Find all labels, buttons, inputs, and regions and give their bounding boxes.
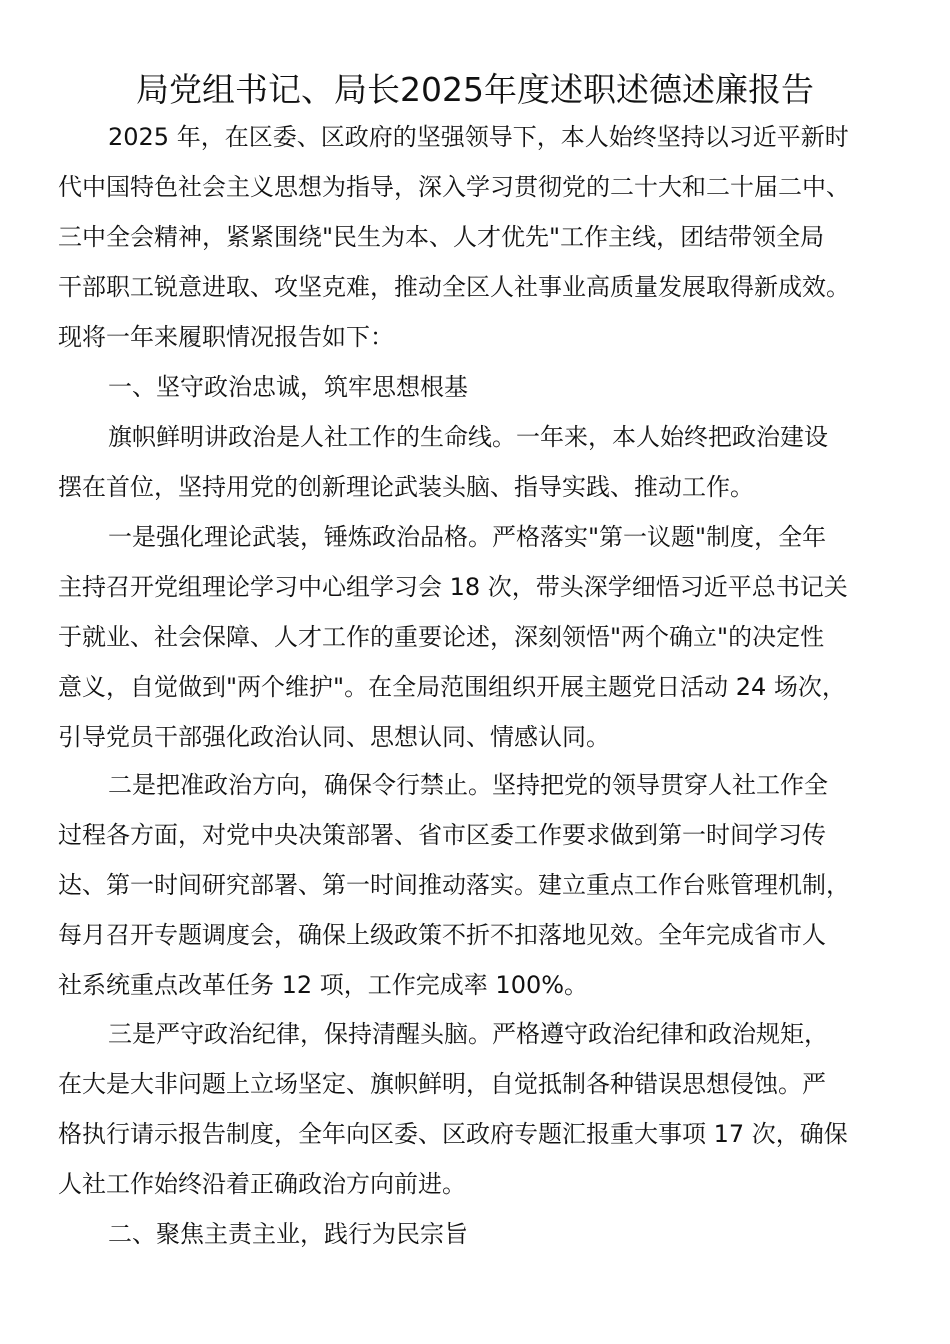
paragraph-line: 摆在首位，坚持用党的创新理论武装头脑、指导实践、推动工作。: [58, 473, 754, 501]
paragraph-line: 旗帜鲜明讲政治是人社工作的生命线。一年来，本人始终把政治建设: [108, 423, 828, 451]
document-title: 局党组书记、局长2025年度述职述德述廉报告: [136, 70, 814, 109]
section-heading-1: 一、坚守政治忠诚，筑牢思想根基: [108, 373, 468, 401]
paragraph-line: 一是强化理论武装，锤炼政治品格。严格落实"第一议题"制度，全年: [108, 523, 827, 551]
paragraph-line: 引导党员干部强化政治认同、思想认同、情感认同。: [58, 723, 610, 751]
paragraph-line: 干部职工锐意进取、攻坚克难，推动全区人社事业高质量发展取得新成效。: [58, 273, 850, 301]
paragraph-line: 格执行请示报告制度，全年向区委、区政府专题汇报重大事项 17 次，确保: [58, 1120, 848, 1148]
section-heading-2: 二、聚焦主责主业，践行为民宗旨: [108, 1220, 468, 1248]
paragraph-line: 过程各方面，对党中央决策部署、省市区委工作要求做到第一时间学习传: [58, 821, 826, 849]
paragraph-line: 每月召开专题调度会，确保上级政策不折不扣落地见效。全年完成省市人: [58, 921, 826, 949]
paragraph-line: 社系统重点改革任务 12 项，工作完成率 100%。: [58, 971, 589, 999]
paragraph-line: 2025 年，在区委、区政府的坚强领导下，本人始终坚持以习近平新时: [108, 123, 849, 151]
paragraph-line: 现将一年来履职情况报告如下：: [58, 323, 394, 351]
paragraph-line: 于就业、社会保障、人才工作的重要论述，深刻领悟"两个确立"的决定性: [58, 623, 825, 651]
paragraph-line: 代中国特色社会主义思想为指导，深入学习贯彻党的二十大和二十届二中、: [58, 173, 850, 201]
paragraph-line: 达、第一时间研究部署、第一时间推动落实。建立重点工作台账管理机制，: [58, 871, 850, 899]
paragraph-line: 三中全会精神，紧紧围绕"民生为本、人才优先"工作主线，团结带领全局: [58, 223, 825, 251]
paragraph-line: 二是把准政治方向，确保令行禁止。坚持把党的领导贯穿人社工作全: [108, 771, 828, 799]
paragraph-line: 意义，自觉做到"两个维护"。在全局范围组织开展主题党日活动 24 场次，: [58, 673, 846, 701]
paragraph-line: 三是严守政治纪律，保持清醒头脑。严格遵守政治纪律和政治规矩，: [108, 1020, 828, 1048]
paragraph-line: 主持召开党组理论学习中心组学习会 18 次，带头深学细悟习近平总书记关: [58, 573, 848, 601]
paragraph-line: 在大是大非问题上立场坚定、旗帜鲜明，自觉抵制各种错误思想侵蚀。严: [58, 1070, 826, 1098]
paragraph-line: 人社工作始终沿着正确政治方向前进。: [58, 1170, 466, 1198]
